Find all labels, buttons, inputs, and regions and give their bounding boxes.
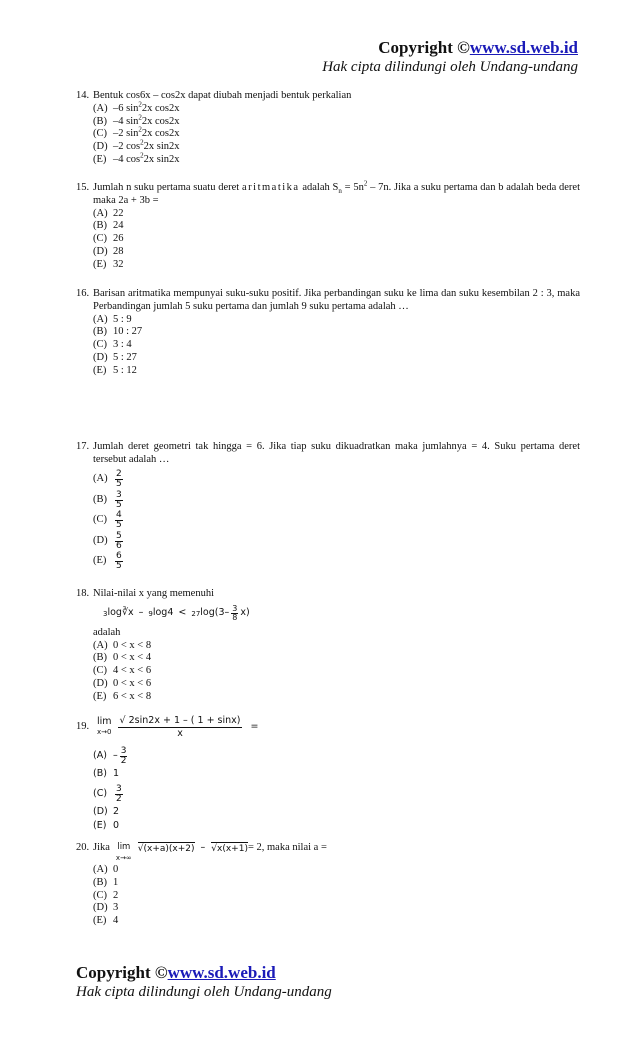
option-b: (B) 10 : 27 <box>93 326 143 338</box>
option-e: (E) 0 <box>93 820 120 831</box>
question-number: 20. <box>76 842 90 853</box>
option-c: (C) –2 $\sin^22x$ cos2x <box>93 125 180 140</box>
question-text: Bentuk cos6x – cos2x dapat diubah menjadi bentuk perkalian <box>93 90 352 101</box>
option-a: (A) –6 $\sin^22x$ cos2x <box>93 100 180 114</box>
option-b: (B) 0 < x < 4 <box>93 652 152 664</box>
option-e: (E) 4 <box>93 915 119 927</box>
limit-expression: 19. lim x→0 $\frac{√ 2\sin 2x + 1 - ( 1 + \sin x)}{x}$ = <box>76 714 259 739</box>
question-number: 16. <box>76 288 90 299</box>
option-e: (E) $\frac{6}{5}$ <box>93 551 122 572</box>
option-a: (A) – $\frac{3}{2}$ <box>93 745 127 766</box>
options-list <box>93 314 580 378</box>
header-site-link[interactable]: www.sd.web.id <box>469 38 578 57</box>
option-a: (A) 5 : 9 <box>93 313 132 325</box>
option-c: (C) 2 <box>93 889 119 901</box>
question-18 <box>76 588 580 704</box>
option-d: (D) 5 : 27 <box>93 351 137 363</box>
option-c: (C) 26 <box>93 233 124 245</box>
page-footer <box>76 963 496 1001</box>
option-c: (C) 4 < x < 6 <box>93 665 152 677</box>
option-d: (D) $\frac{5}{6}$ <box>93 530 122 551</box>
option-e: (E) 5 : 12 <box>93 364 137 376</box>
options-list <box>93 640 580 704</box>
option-d: (D) –2 $\cos^22x$ sin2x <box>93 138 180 153</box>
options-list <box>93 864 580 928</box>
option-d: (D) 28 <box>93 245 124 257</box>
footer-copyright: Copyright ©www.sd.web.id <box>76 963 276 982</box>
question-number: 19. <box>76 720 90 732</box>
question-14 <box>76 90 580 167</box>
header-notice: Hak cipta dilindungi oleh Undang-undang <box>322 59 578 75</box>
header-copyright: Copyright ©www.sd.web.id <box>378 38 578 57</box>
page-header <box>158 38 578 76</box>
after-text: adalah <box>93 626 121 638</box>
option-b: (B) –4 $\sin^22x$ cos2x <box>93 113 180 127</box>
option-b: (B) $\frac{3}{5}$ <box>93 489 122 510</box>
question-text: Nilai-nilai x yang memenuhi <box>93 588 215 599</box>
question-20 <box>76 842 580 928</box>
option-d: (D) 0 < x < 6 <box>93 677 152 689</box>
inequality-expression: 3 log ∛x – 9 log4 < 27 log(3– $\frac{3}{8}$ x) <box>103 604 250 623</box>
option-a: (A) 0 <box>93 864 119 875</box>
footer-notice: Hak cipta dilindungi oleh Undang-undang <box>76 984 332 1000</box>
options-list <box>93 470 580 573</box>
option-d: (D) 2 <box>93 806 120 817</box>
question-16 <box>76 288 580 378</box>
question-19 <box>76 712 580 834</box>
option-c: (C) $\frac{3}{2}$ <box>93 783 122 804</box>
options-list <box>93 100 580 167</box>
option-b: (B) 1 <box>93 876 119 888</box>
option-d: (D) 3 <box>93 902 119 914</box>
question-number: 14. <box>76 90 90 101</box>
question-number: 17. <box>76 441 90 452</box>
option-b: (B) 1 <box>93 768 120 779</box>
option-c: (C) 3 : 4 <box>93 339 132 351</box>
limit-expression: 20. Jika lim x→∞ √(x+a)(x+2) – √x(x+1) = 2, maka nilai a = <box>76 842 327 862</box>
options-list <box>93 208 580 272</box>
question-text: Jumlah n suku pertama suatu deret aritmatika adalah $S_n = 5n^2 - 7n$. Jika a suku pertama dan b adalah beda deret maka 2a + 3b = <box>93 179 580 206</box>
option-e: (E) 6 < x < 8 <box>93 690 152 702</box>
option-a: (A) 22 <box>93 207 124 219</box>
option-b: (B) 24 <box>93 220 124 232</box>
question-15 <box>76 179 580 272</box>
question-17 <box>76 441 580 572</box>
question-number: 18. <box>76 588 90 599</box>
footer-site-link[interactable]: www.sd.web.id <box>167 963 276 982</box>
option-e: (E) 32 <box>93 258 124 270</box>
question-text: Barisan aritmatika mempunyai suku-suku positif. Jika perbandingan suku ke lima dan suku kesembilan 2 : 3, maka Perbandingan jumlah 5 suku pertama dan jumlah 9 suku pertama adalah … <box>93 288 580 312</box>
option-e: (E) –4 $\cos^22x$ sin2x <box>93 151 180 165</box>
options-list <box>93 744 580 834</box>
question-number: 15. <box>76 182 90 193</box>
option-a: (A) 0 < x < 8 <box>93 639 152 651</box>
option-c: (C) $\frac{4}{5}$ <box>93 510 122 531</box>
option-a: (A) $\frac{2}{5}$ <box>93 469 122 490</box>
question-text: Jumlah deret geometri tak hingga = 6. Jika tiap suku dikuadratkan maka jumlahnya = 4. Suku pertama deret tersebut adalah … <box>93 441 580 465</box>
